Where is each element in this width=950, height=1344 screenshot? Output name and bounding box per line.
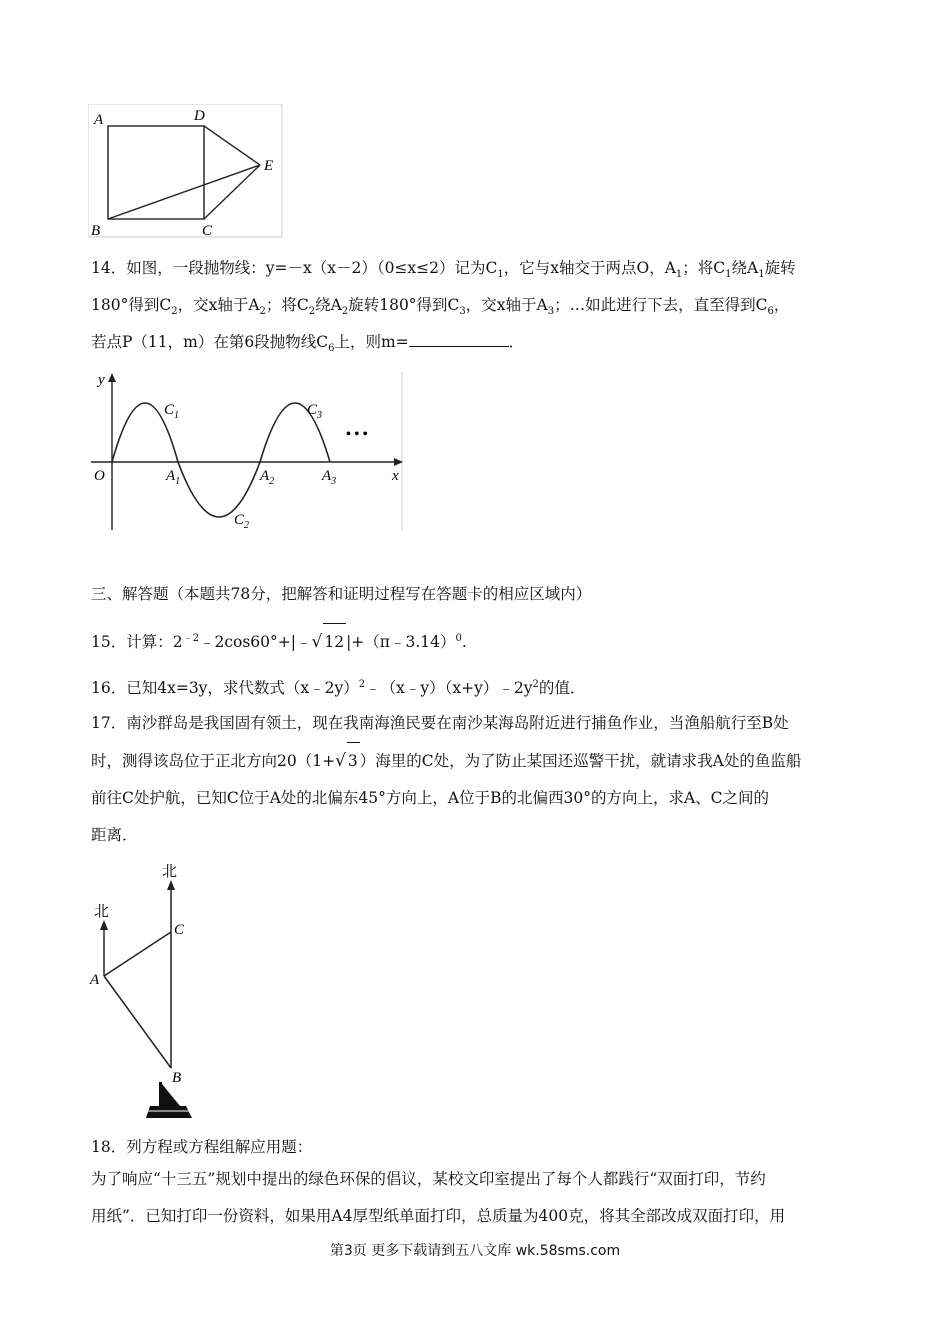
subscript: 1 xyxy=(675,269,683,281)
square-figure xyxy=(88,104,283,239)
q14-text: ；将C xyxy=(265,296,309,314)
label-a1: $A_1$ xyxy=(166,468,181,487)
question-14 xyxy=(91,250,866,361)
ship-icon xyxy=(146,1082,192,1118)
q17-line-4: 距离． xyxy=(91,826,138,844)
q14-text: 旋转 xyxy=(764,259,796,277)
q18-line-2: 为了响应“十三五”规划中提出的绿色环保的倡议，某校文印室提出了每个人都践行“双面打印，节约 xyxy=(91,1170,766,1188)
ellipsis-dots: • • • xyxy=(346,427,368,442)
north-arrow-a-icon xyxy=(100,920,108,930)
label-a3: $A_3$ xyxy=(322,468,337,487)
label-c2: $C_2$ xyxy=(234,512,250,531)
q14-text: ，交x轴于A xyxy=(465,296,548,314)
answer-blank[interactable] xyxy=(409,332,509,347)
q16-line xyxy=(91,670,866,707)
label-e: E xyxy=(264,158,274,174)
q14-text: ． xyxy=(508,333,525,351)
radical-sign: √ xyxy=(311,632,323,652)
q14-line-2 xyxy=(91,287,866,324)
radicand: 3 xyxy=(347,742,360,780)
square-abcd xyxy=(108,126,204,219)
question-15 xyxy=(91,623,866,661)
segment-de xyxy=(204,126,260,165)
q14-text: 绕A xyxy=(315,296,342,314)
radicand: 12 xyxy=(323,623,346,661)
q18-line-3: 用纸”．已知打印一份资料，如果用A4厚型纸单面打印，总质量为400克，将其全部改成双面打印，用 xyxy=(91,1207,786,1225)
q14-number: 14． xyxy=(91,259,127,277)
q16-text: ﹣（x﹣y）（x+y）﹣2y xyxy=(365,679,533,697)
question-18 xyxy=(91,1133,866,1235)
label-a2: $A_2$ xyxy=(260,468,275,487)
q16-text: 的值． xyxy=(538,679,586,697)
label-b: B xyxy=(172,1070,182,1086)
bearing-figure xyxy=(88,860,198,1125)
q17-line-2 xyxy=(91,742,866,780)
q17-line-1: 17．南沙群岛是我国固有领土，现在我南海渔民要在南沙某海岛附近进行捕鱼作业，当渔船航行至B处 xyxy=(91,714,789,732)
superscript: 0 xyxy=(455,632,462,644)
parabola-figure xyxy=(88,370,406,532)
label-d: D xyxy=(194,108,205,124)
q15-line xyxy=(91,623,866,661)
subscript: 2 xyxy=(171,306,178,318)
q16-text: 16．已知4x=3y，求代数式（x﹣2y） xyxy=(91,679,359,697)
label-c: C xyxy=(174,922,185,938)
subscript: 6 xyxy=(328,343,335,355)
subscript: 1 xyxy=(758,269,765,281)
section-title: 三、解答题（本题共78分，把解答和证明过程写在答题卡的相应区域内） xyxy=(91,585,592,603)
figure-frame xyxy=(88,104,282,237)
label-o: O xyxy=(94,468,105,484)
q14-line-3 xyxy=(91,324,866,361)
q14-text: ，它与x轴交于两点O，A xyxy=(503,259,676,277)
label-a: A xyxy=(90,972,100,988)
q14-text: 若点P（11，m）在第6段抛物线C xyxy=(91,333,329,351)
superscript: 2 xyxy=(358,678,366,690)
q15-text: ﹣2cos60°+|﹣ xyxy=(198,633,312,651)
q14-text: ；…如此进行下去，直至得到C xyxy=(554,296,768,314)
q14-text: 上，则m= xyxy=(334,333,409,351)
q14-text: 绕A xyxy=(731,259,759,277)
subscript: 2 xyxy=(259,306,266,318)
q17-line-3: 前往C处护航，已知C位于A处的北偏东45°方向上，A位于B的北偏西30°的方向上，求A、C之间的 xyxy=(91,789,769,807)
page-footer: 第3页 更多下载请到五八文库 wk.58sms.com xyxy=(329,1243,621,1259)
label-a: A xyxy=(94,112,104,128)
label-y: y xyxy=(98,372,105,388)
q14-text: 如图，一段抛物线：y=－x（x－2）（0≤x≤2）记为C xyxy=(126,259,498,277)
q14-line-1 xyxy=(91,250,866,287)
q15-text: |+（π﹣3.14） xyxy=(346,633,456,651)
q14-text: ，交x轴于A xyxy=(177,296,260,314)
q14-text: ；将C xyxy=(682,259,726,277)
superscript: ﹣2 xyxy=(182,632,199,644)
radical-sign: √ xyxy=(335,751,346,771)
segment-ce xyxy=(204,165,260,219)
segment-ac xyxy=(104,932,171,976)
subscript: 3 xyxy=(547,306,555,318)
q17-text: 时，测得该岛位于正北方向20（1+ xyxy=(91,752,336,770)
q15-text: 15．计算：2 xyxy=(91,633,183,651)
label-c1: $C_1$ xyxy=(164,402,180,421)
q18-line-1: 18．列方程或方程组解应用题： xyxy=(91,1138,313,1156)
subscript: 2 xyxy=(341,306,349,318)
subscript: 6 xyxy=(767,306,774,318)
label-c: C xyxy=(202,223,213,239)
subscript: 2 xyxy=(308,306,316,318)
q15-text: . xyxy=(461,633,467,651)
label-b: B xyxy=(91,223,101,239)
q14-text: 旋转180°得到C xyxy=(348,296,460,314)
north-label-c: 北 xyxy=(162,864,178,880)
subscript: 1 xyxy=(497,269,504,281)
label-c3: $C_3$ xyxy=(307,402,323,421)
north-label-a: 北 xyxy=(94,904,110,920)
q14-text: ， xyxy=(773,296,790,314)
segment-ab xyxy=(104,976,171,1068)
subscript: 3 xyxy=(459,306,466,318)
q17-text: ）海里的C处，为了防止某国还巡警干扰，就请求我A处的鱼监船 xyxy=(359,752,802,770)
north-arrow-b-icon xyxy=(167,880,175,890)
q14-text: 180°得到C xyxy=(91,296,172,314)
parabola-c2 xyxy=(178,462,260,517)
section-3-heading xyxy=(91,576,866,613)
segment-be xyxy=(108,165,260,219)
subscript: 1 xyxy=(725,269,732,281)
question-17 xyxy=(91,705,866,854)
question-16 xyxy=(91,670,866,707)
label-x: x xyxy=(392,468,399,484)
superscript: 2 xyxy=(532,678,539,690)
y-axis-arrow-icon xyxy=(108,373,116,382)
